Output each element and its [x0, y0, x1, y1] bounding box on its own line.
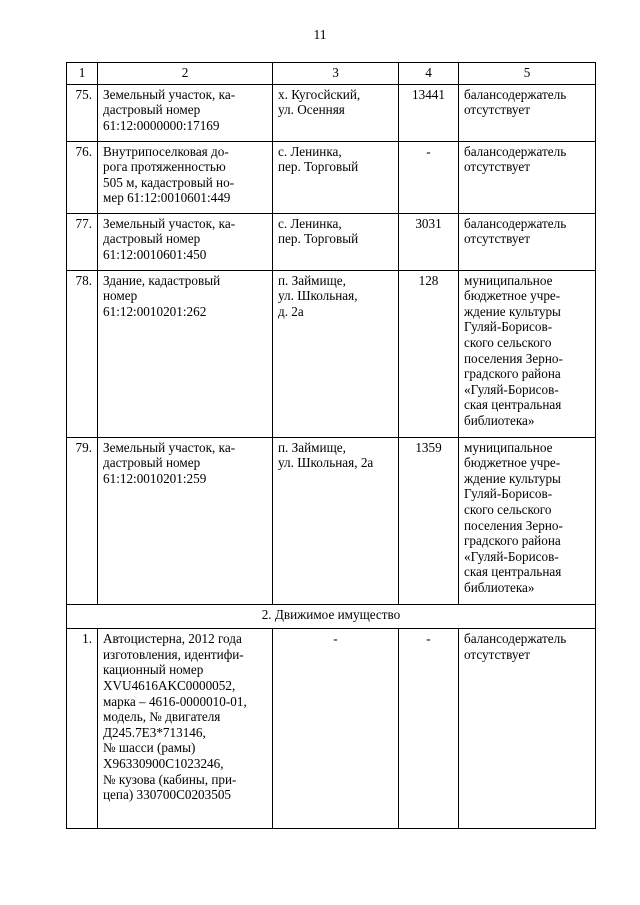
property-holder: муниципальное бюджетное учре- ждение культуры Гуляй-Борисов- ского сельского поселения Зерно- градского района «Гуляй-Борисов- ская центральная библиотека»	[459, 270, 596, 437]
property-name: Внутрипоселковая до- рога протяженностью 505 м, кадастровый но- мер 61:12:0010601:449	[98, 141, 273, 213]
header-col-4: 4	[399, 63, 459, 85]
property-holder: балансодержатель отсутствует	[459, 629, 596, 829]
page-number: 11	[313, 27, 327, 42]
table-row	[67, 270, 596, 437]
row-number: 77.	[67, 213, 98, 270]
property-area: 128	[399, 270, 459, 437]
property-location: с. Ленинка, пер. Торговый	[273, 141, 399, 213]
property-location: п. Займище, ул. Школьная, 2а	[273, 437, 399, 604]
property-name: Земельный участок, ка- дастровый номер 61:12:0000000:17169	[98, 84, 273, 141]
property-area: 13441	[399, 84, 459, 141]
row-number: 76.	[67, 141, 98, 213]
section-row	[67, 604, 596, 629]
property-name: Автоцистерна, 2012 года изготовления, идентифи- кационный номер XVU4616AKC0000052, марка – 4616-0000010-01, модель, № двигателя Д245.7Е3*713146, № шасси (рамы) X96330900C1023246, № кузова (кабины, при- цепа) 330700C0203505	[98, 629, 273, 829]
property-location: с. Ленинка, пер. Торговый	[273, 213, 399, 270]
property-name: Земельный участок, ка- дастровый номер 61:12:0010201:259	[98, 437, 273, 604]
header-col-1: 1	[67, 63, 98, 85]
section-title: 2. Движимое имущество	[67, 604, 596, 629]
row-number: 75.	[67, 84, 98, 141]
property-holder: муниципальное бюджетное учре- ждение культуры Гуляй-Борисов- ского сельского поселения Зерно- градского района «Гуляй-Борисов- ская центральная библиотека»	[459, 437, 596, 604]
header-col-3: 3	[273, 63, 399, 85]
row-number: 1.	[67, 629, 98, 829]
property-area: -	[399, 629, 459, 829]
table-row	[67, 213, 596, 270]
table-row	[67, 437, 596, 604]
property-area: 3031	[399, 213, 459, 270]
property-registry-table	[66, 62, 596, 829]
property-name: Здание, кадастровый номер 61:12:0010201:262	[98, 270, 273, 437]
property-holder: балансодержатель отсутствует	[459, 84, 596, 141]
table-row	[67, 84, 596, 141]
property-location: х. Кугосйский, ул. Осенняя	[273, 84, 399, 141]
property-location: -	[273, 629, 399, 829]
header-row	[67, 63, 596, 85]
header-col-5: 5	[459, 63, 596, 85]
property-holder: балансодержатель отсутствует	[459, 141, 596, 213]
property-area: 1359	[399, 437, 459, 604]
table-row	[67, 629, 596, 829]
property-name: Земельный участок, ка- дастровый номер 61:12:0010601:450	[98, 213, 273, 270]
row-number: 79.	[67, 437, 98, 604]
property-area: -	[399, 141, 459, 213]
row-number: 78.	[67, 270, 98, 437]
header-col-2: 2	[98, 63, 273, 85]
property-holder: балансодержатель отсутствует	[459, 213, 596, 270]
table-row	[67, 141, 596, 213]
property-location: п. Займище, ул. Школьная, д. 2а	[273, 270, 399, 437]
